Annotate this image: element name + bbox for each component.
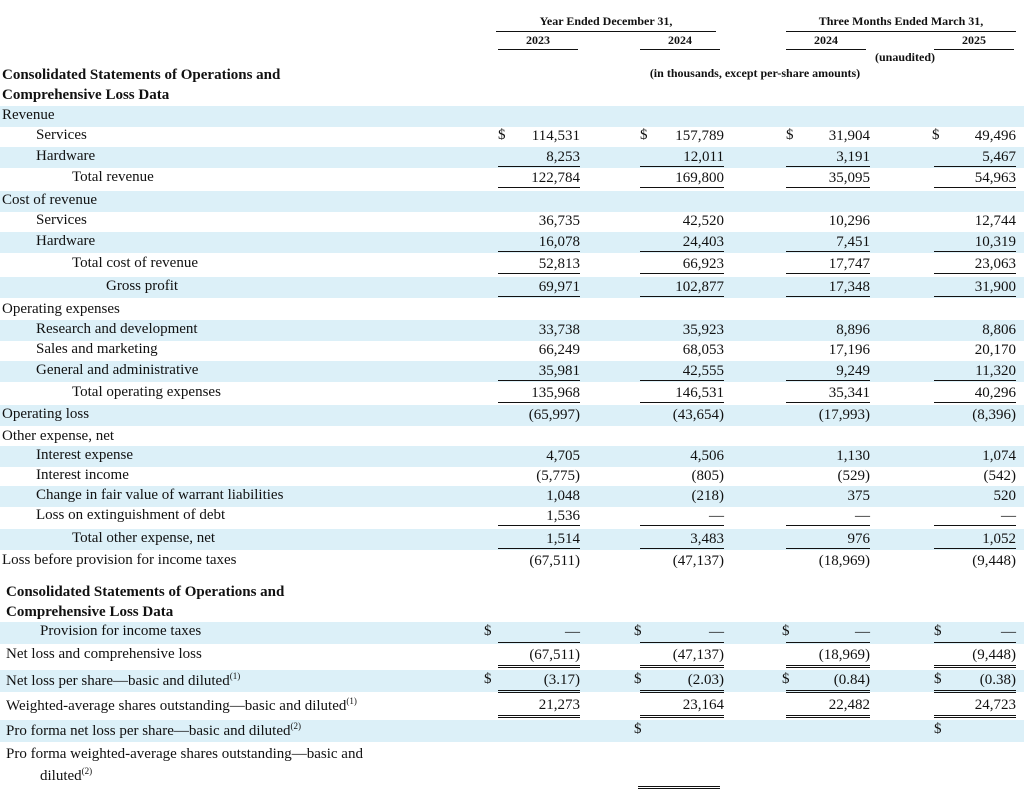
section2-title-line1: Consolidated Statements of Operations and [6,584,285,600]
table-cell: 35,095 [786,169,870,188]
table-cell: (0.38) [934,671,1016,693]
col-header-2024a: 2024 [668,33,692,47]
section1-title-line1: Consolidated Statements of Operations and [2,67,281,83]
table-cell: 31,900 [934,278,1016,297]
dollar-sign: $ [634,721,642,737]
row-label: Operating expenses [2,301,120,317]
row-label: diluted$^{(2)}$ [40,766,93,784]
table-cell: 1,074 [982,448,1016,464]
col-header-2024b: 2024 [814,33,838,47]
row-label: Net loss per share—basic and diluted$^{(1)}$ [6,671,241,689]
row-label: Change in fair value of warrant liabilities [36,487,284,503]
table-cell: 17,348 [786,278,870,297]
table-cell: 3,483 [640,530,724,549]
table-cell: (67,511) [529,553,580,569]
table-cell: 114,531 [531,128,580,144]
table-cell: 42,555 [640,362,724,381]
table-cell: 17,196 [828,342,870,358]
table-cell: 36,735 [538,213,580,229]
table-cell: 35,923 [682,322,724,338]
table-cell: 7,451 [786,233,870,252]
row-label: Research and development [36,321,198,337]
row-label: Hardware [36,233,96,249]
table-cell: 1,052 [934,530,1016,549]
dollar-sign: $ [782,671,790,687]
table-cell: (542) [983,468,1016,484]
table-cell [786,721,870,740]
table-cell: 40,296 [934,384,1016,403]
table-cell: 35,341 [786,384,870,403]
table-cell: (47,137) [672,553,724,569]
table-cell: 54,963 [934,169,1016,188]
double-rule [638,786,720,789]
table-cell: — [640,623,724,643]
table-cell: 66,923 [640,255,724,274]
table-cell: 23,063 [934,255,1016,274]
table-cell: (0.84) [786,671,870,693]
dollar-sign: $ [932,127,940,143]
table-cell [640,107,724,125]
table-cell [934,766,1016,785]
table-cell: (18,969) [818,553,870,569]
table-cell: 1,536 [498,507,580,526]
table-cell: 520 [993,488,1016,504]
row-label: Provision for income taxes [40,623,202,639]
table-cell: 135,968 [498,384,580,403]
col-header-2023: 2023 [526,33,550,47]
table-cell: (47,137) [640,646,724,668]
table-cell: 10,319 [934,233,1016,252]
table-cell: 375 [847,488,870,504]
table-cell: 22,482 [786,696,870,718]
row-label: Gross profit [106,278,179,294]
table-cell: 16,078 [498,233,580,252]
table-cell: (3.17) [498,671,580,693]
table-cell [934,107,1016,125]
table-cell: 9,249 [786,362,870,381]
row-label: Services [36,212,87,228]
table-cell: 5,467 [934,148,1016,167]
table-cell: 20,170 [974,342,1016,358]
dollar-sign: $ [934,671,942,687]
table-cell [498,766,580,785]
row-label: Loss before provision for income taxes [2,552,237,568]
row-label: Total operating expenses [72,384,221,400]
row-label: Interest expense [36,447,134,463]
table-cell [786,766,870,785]
table-cell [640,428,724,446]
table-cell [498,301,580,319]
table-cell: 68,053 [682,342,724,358]
table-cell [934,428,1016,446]
row-label: Loss on extinguishment of debt [36,507,226,523]
table-cell: 1,514 [498,530,580,549]
row-label: Interest income [36,467,129,483]
row-label: General and administrative [36,362,199,378]
table-cell: (9,448) [934,646,1016,668]
table-cell: 157,789 [675,128,724,144]
row-label: Operating loss [2,406,90,422]
table-cell: 33,738 [538,322,580,338]
table-cell: 17,747 [786,255,870,274]
table-cell: 49,496 [974,128,1016,144]
dollar-sign: $ [498,127,506,143]
table-cell: 11,320 [934,362,1016,381]
row-label: Weighted-average shares outstanding—basic and diluted$^{(1)}$ [6,696,357,714]
table-cell: (5,775) [536,468,580,484]
table-cell [934,746,1016,765]
table-cell [786,107,870,125]
table-cell: 24,403 [640,233,724,252]
table-cell: 4,506 [690,448,724,464]
table-cell: (43,654) [672,407,724,423]
dollar-sign: $ [786,127,794,143]
table-cell [786,428,870,446]
table-cell: 102,877 [640,278,724,297]
table-cell [498,746,580,765]
table-cell [640,746,724,765]
dollar-sign: $ [484,623,492,639]
table-cell: (529) [837,468,870,484]
table-cell: (8,396) [972,407,1016,423]
table-cell: — [934,623,1016,643]
table-cell: 122,784 [498,169,580,188]
table-cell: 10,296 [828,213,870,229]
table-cell: (805) [691,468,724,484]
table-cell: (2.03) [640,671,724,693]
table-cell: — [640,507,724,526]
dollar-sign: $ [782,623,790,639]
table-cell [934,301,1016,319]
table-cell: 52,813 [498,255,580,274]
row-label: Net loss and comprehensive loss [6,646,202,662]
table-cell [934,721,1016,740]
table-cell [498,428,580,446]
row-label: Cost of revenue [2,192,97,208]
table-cell: 4,705 [546,448,580,464]
dollar-sign: $ [484,671,492,687]
year-group-header: Year Ended December 31, [539,14,673,28]
table-cell: — [934,507,1016,526]
table-cell: 21,273 [498,696,580,718]
table-cell: 169,800 [640,169,724,188]
table-cell [786,746,870,765]
section1-title-line2: Comprehensive Loss Data [2,87,170,103]
table-cell: (9,448) [972,553,1016,569]
table-cell: — [498,623,580,643]
table-cell [640,766,724,785]
table-cell [640,721,724,740]
col-header-2025: 2025 [962,33,986,47]
table-cell: 24,723 [934,696,1016,718]
table-cell: 35,981 [498,362,580,381]
table-cell [934,192,1016,210]
table-cell [786,301,870,319]
row-label: Services [36,127,87,143]
table-cell: 8,896 [836,322,870,338]
table-cell [640,192,724,210]
row-label: Pro forma weighted-average shares outstanding—basic and [6,746,363,762]
table-cell [640,301,724,319]
table-cell: 12,744 [974,213,1016,229]
table-cell: 3,191 [786,148,870,167]
table-cell: 31,904 [828,128,870,144]
dollar-sign: $ [934,721,942,737]
table-cell: (218) [691,488,724,504]
table-cell: (18,969) [786,646,870,668]
dollar-sign: $ [640,127,648,143]
units-note: (in thousands, except per-share amounts) [649,66,861,80]
table-cell: 8,253 [498,148,580,167]
table-cell: 976 [786,530,870,549]
table-cell: — [786,507,870,526]
table-cell: (65,997) [528,407,580,423]
row-label: Sales and marketing [36,341,158,357]
table-cell: — [786,623,870,643]
unaudited-note: (unaudited) [874,50,936,64]
table-cell: 1,048 [546,488,580,504]
row-label: Hardware [36,148,96,164]
row-label: Total cost of revenue [72,255,198,271]
row-label: Pro forma net loss per share—basic and diluted$^{(2)}$ [6,721,302,739]
table-cell [786,192,870,210]
table-cell: (17,993) [818,407,870,423]
quarter-group-header: Three Months Ended March 31, [818,14,984,28]
table-cell: 12,011 [640,148,724,167]
table-cell: 23,164 [640,696,724,718]
row-label: Revenue [2,107,55,123]
dollar-sign: $ [934,623,942,639]
table-cell: 42,520 [682,213,724,229]
table-cell: 146,531 [640,384,724,403]
dollar-sign: $ [634,623,642,639]
dollar-sign: $ [634,671,642,687]
table-cell [498,107,580,125]
row-label: Total revenue [72,169,154,185]
table-cell [498,721,580,740]
table-cell: 8,806 [982,322,1016,338]
table-cell [498,192,580,210]
row-label: Other expense, net [2,428,115,444]
table-cell: 69,971 [498,278,580,297]
row-label: Total other expense, net [72,530,216,546]
section2-title-line2: Comprehensive Loss Data [6,604,174,620]
table-cell: (67,511) [498,646,580,668]
table-cell: 66,249 [538,342,580,358]
table-cell: 1,130 [836,448,870,464]
